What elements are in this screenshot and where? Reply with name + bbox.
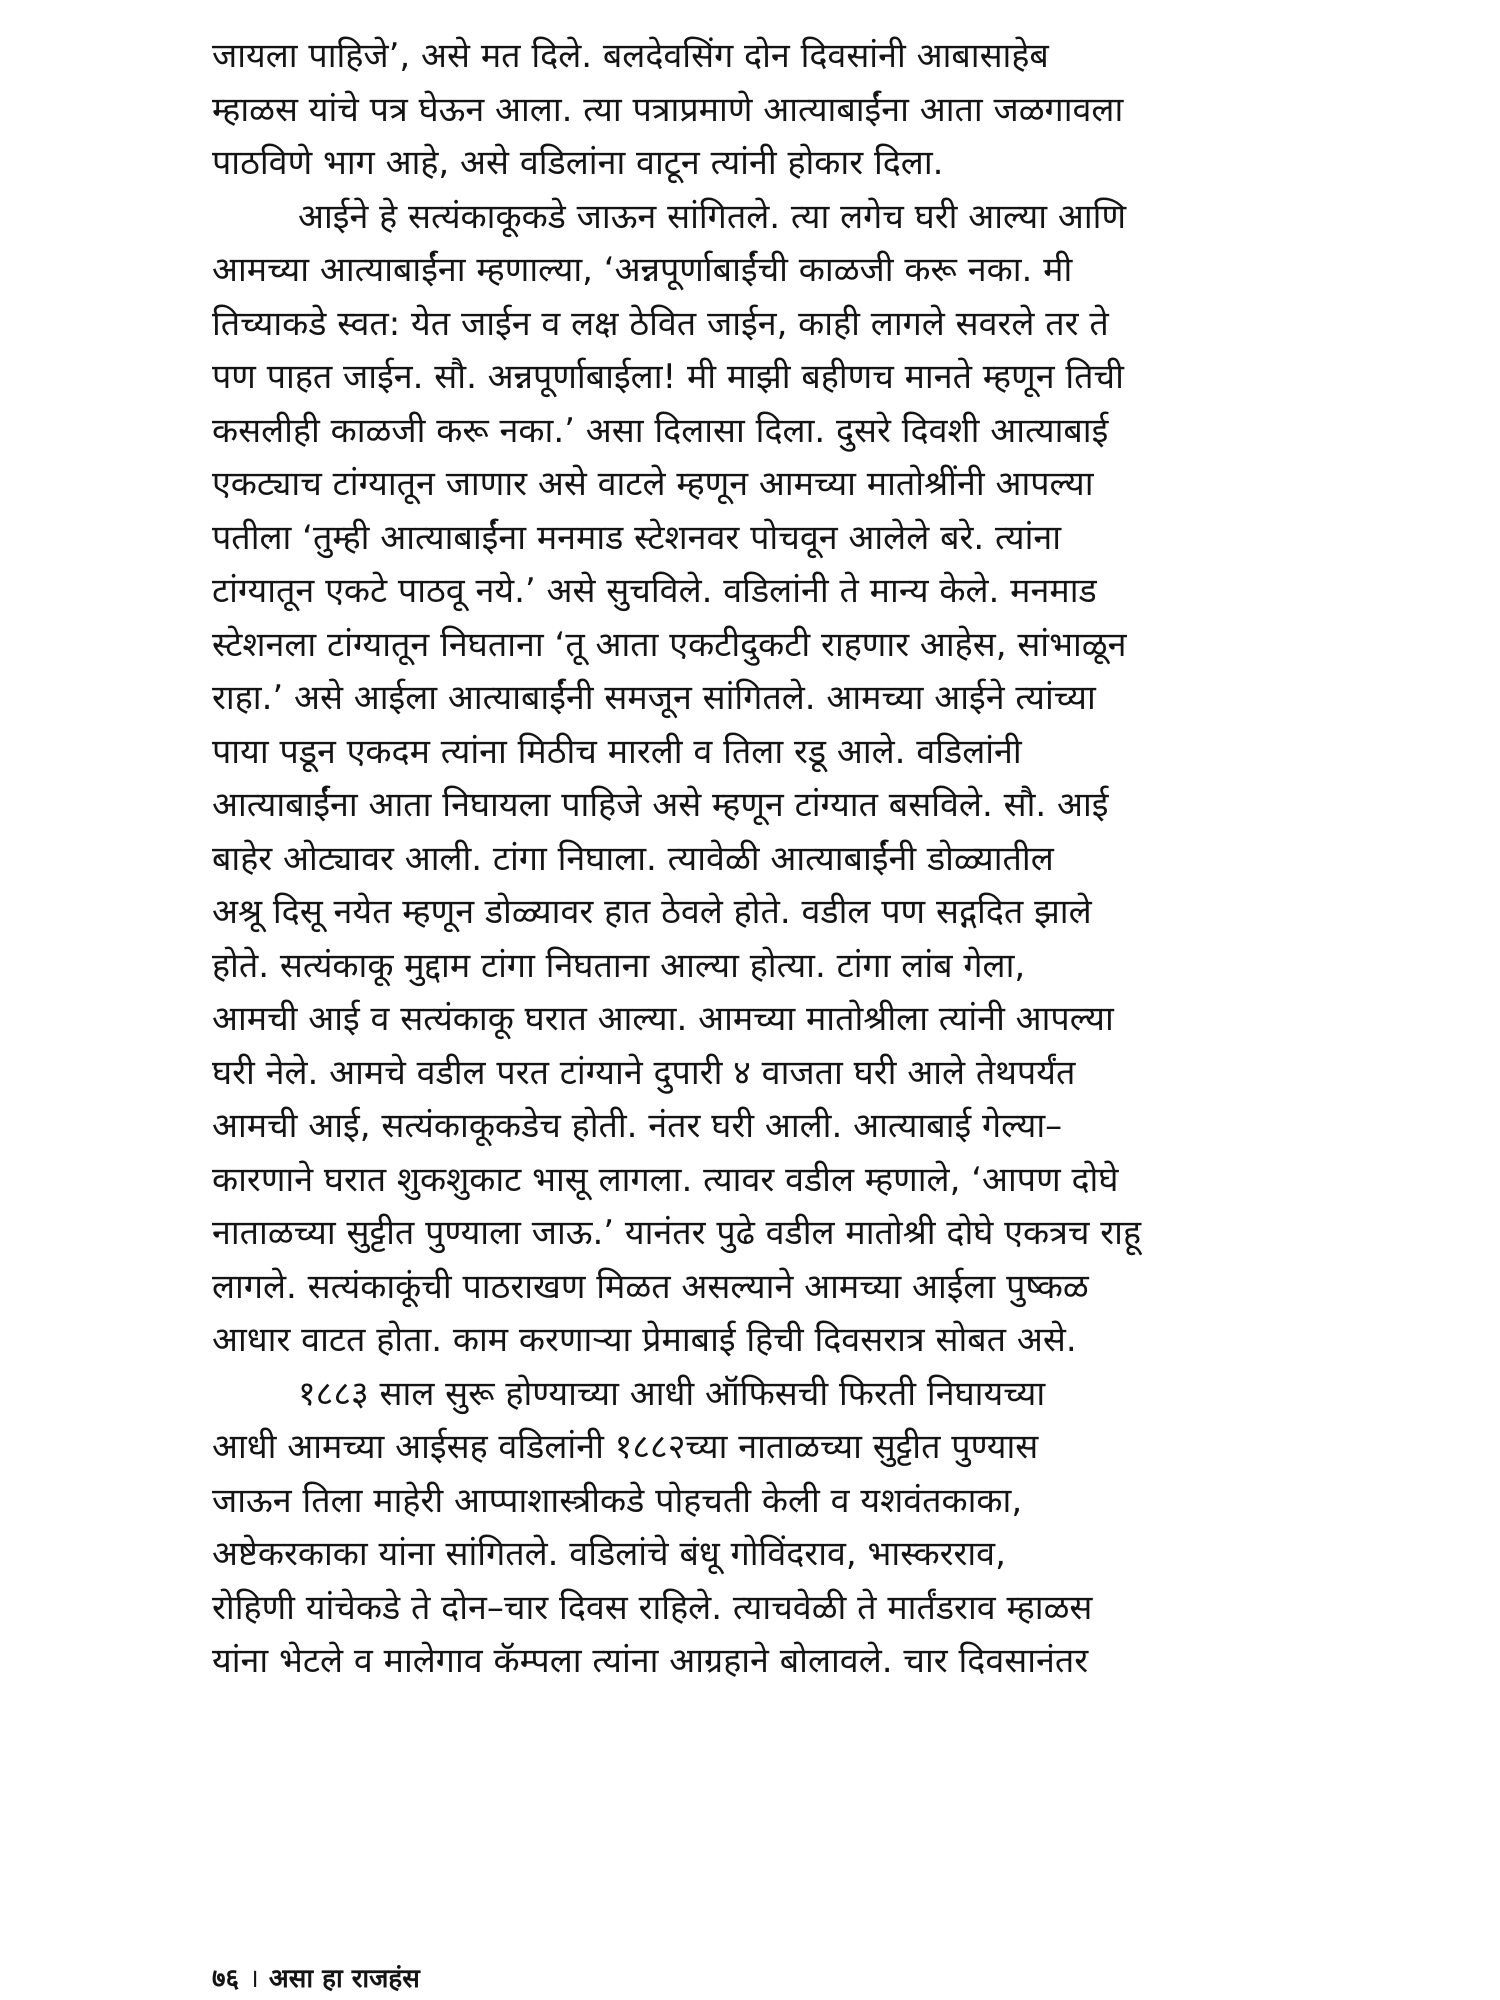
text-line: १८८३ साल सुरू होण्याच्या आधी ऑफिसची फिरती निघायच्या xyxy=(298,1373,1046,1414)
text-line: पाठविणे भाग आहे, असे वडिलांना वाटून त्यांनी होकार दिला. xyxy=(212,143,944,183)
text-line: कसलीही काळजी करू नका.’ असा दिलासा दिला. दुसरे दिवशी आत्याबाई xyxy=(212,410,1109,451)
text-line: आमची आई व सत्यंकाकू घरात आल्या. आमच्या मातोश्रीला त्यांनी आपल्या xyxy=(212,999,1114,1039)
text-line: होते. सत्यंकाकू मुद्दाम टांगा निघताना आल्या होत्या. टांगा लांब गेला, xyxy=(212,945,1026,986)
text-line: जाऊन तिला माहेरी आप्पाशास्त्रीकडे पोहचती केली व यशवंतकाका, xyxy=(212,1480,1023,1521)
body-text xyxy=(212,30,1292,1689)
text-line: नाताळच्या सुट्टीत पुण्याला जाऊ.’ यानंतर पुढे वडील मातोश्री दोघे एकत्रच राहू xyxy=(212,1213,1142,1253)
text-line: आईने हे सत्यंकाकूकडे जाऊन सांगितले. त्या लगेच घरी आल्या आणि xyxy=(298,196,1127,237)
text-line: घरी नेले. आमचे वडील परत टांग्याने दुपारी ४ वाजता घरी आले तेथपर्यंत xyxy=(212,1052,1076,1093)
footer-separator: । xyxy=(249,1964,259,1994)
text-line: रोहिणी यांचेकडे ते दोन–चार दिवस राहिले. त्याचवेळी ते मार्तंडराव म्हाळस xyxy=(212,1587,1093,1628)
text-line: लागले. सत्यंकाकूंची पाठराखण मिळत असल्याने आमच्या आईला पुष्कळ xyxy=(212,1266,1089,1307)
text-line: म्हाळस यांचे पत्र घेऊन आला. त्या पत्राप्रमाणे आत्याबाईंना आता जळगावला xyxy=(212,89,1124,130)
text-line: टांग्यातून एकटे पाठवू नये.’ असे सुचविले. वडिलांनी ते मान्य केले. मनमाड xyxy=(212,571,1097,611)
page-footer xyxy=(212,1962,420,1996)
text-line: राहा.’ असे आईला आत्याबाईंनी समजून सांगितले. आमच्या आईने त्यांच्या xyxy=(212,678,1096,718)
text-line: आमची आई, सत्यंकाकूकडेच होती. नंतर घरी आली. आत्याबाई गेल्या– xyxy=(212,1106,1063,1146)
text-line: एकट्याच टांग्यातून जाणार असे वाटले म्हणून आमच्या मातोश्रींनी आपल्या xyxy=(212,464,1094,504)
text-line: अष्टेकरकाका यांना सांगितले. वडिलांचे बंधू गोविंदराव, भास्करराव, xyxy=(212,1534,1006,1574)
text-line: आत्याबाईंना आता निघायला पाहिजे असे म्हणून टांग्यात बसविले. सौ. आई xyxy=(212,785,1109,825)
text-line: आधी आमच्या आईसह वडिलांनी १८८२च्या नाताळच्या सुट्टीत पुण्यास xyxy=(212,1427,1039,1467)
text-line: पाया पडून एकदम त्यांना मिठीच मारली व तिला रडू आले. वडिलांनी xyxy=(212,731,1022,772)
text-line: बाहेर ओट्यावर आली. टांगा निघाला. त्यावेळी आत्याबाईंनी डोळ्यातील xyxy=(212,838,1054,879)
text-line: यांना भेटले व मालेगाव कॅम्पला त्यांना आग्रहाने बोलावले. चार दिवसानंतर xyxy=(212,1641,1089,1681)
page-number: ७६ xyxy=(212,1964,240,1994)
text-line: जायला पाहिजे’, असे मत दिले. बलदेवसिंग दोन दिवसांनी आबासाहेब xyxy=(212,36,1049,76)
text-line: पण पाहत जाईन. सौ. अन्नपूर्णाबाईला! मी माझी बहीणच मानते म्हणून तिची xyxy=(212,357,1124,397)
text-line: आधार वाटत होता. काम करणाऱ्या प्रेमाबाई हिची दिवसरात्र सोबत असे. xyxy=(212,1320,1077,1360)
text-line: पतीला ‘तुम्ही आत्याबाईंना मनमाड स्टेशनवर पोचवून आलेले बरे. त्यांना xyxy=(212,517,1062,558)
text-line: अश्रू दिसू नयेत म्हणून डोळ्यावर हात ठेवले होते. वडील पण सद्गदित झाले xyxy=(212,892,1092,932)
text-line: तिच्याकडे स्वत: येत जाईन व लक्ष ठेवित जाईन, काही लागले सवरले तर ते xyxy=(212,303,1109,344)
text-line: स्टेशनला टांग्यातून निघताना ‘तू आता एकटीदुकटी राहणार आहेस, सांभाळून xyxy=(212,624,1127,665)
book-title: असा हा राजहंस xyxy=(268,1964,420,1994)
text-line: कारणाने घरात शुकशुकाट भासू लागला. त्यावर वडील म्हणाले, ‘आपण दोघे xyxy=(212,1159,1119,1200)
text-line: आमच्या आत्याबाईंना म्हणाल्या, ‘अन्नपूर्णाबाईंची काळजी करू नका. मी xyxy=(212,250,1073,290)
